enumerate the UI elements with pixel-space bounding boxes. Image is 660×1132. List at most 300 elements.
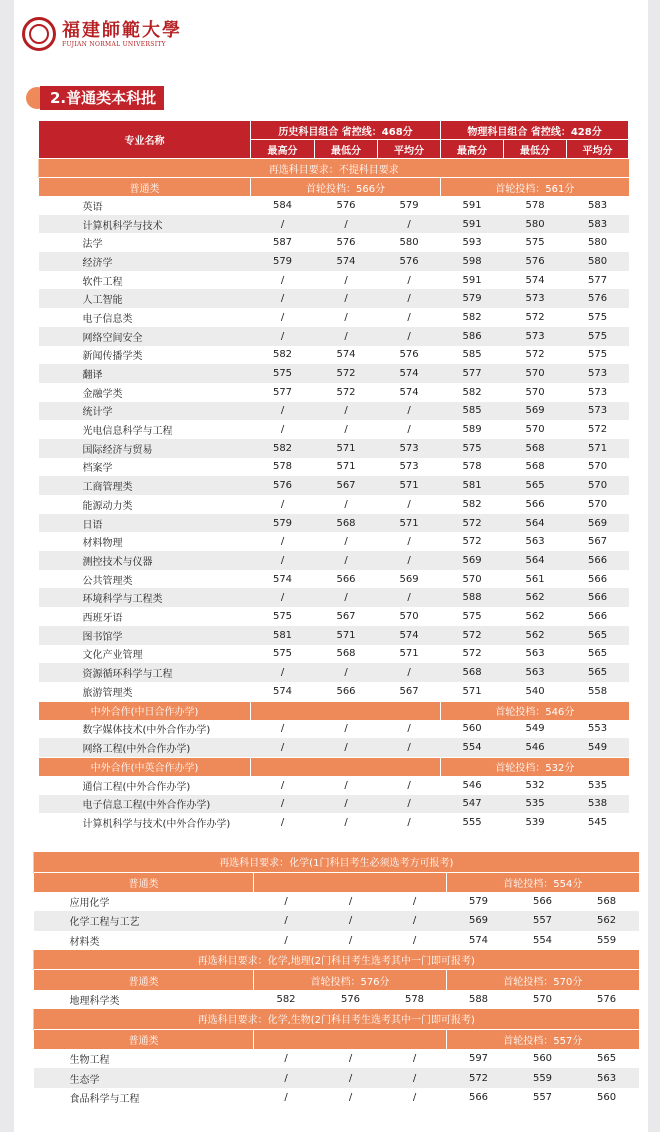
table-row bbox=[34, 990, 639, 1009]
history-min: 574 bbox=[315, 252, 378, 271]
physics-max: 577 bbox=[441, 364, 504, 383]
history-avg: / bbox=[378, 402, 441, 421]
category-label: 中外合作(中英合作办学) bbox=[39, 757, 251, 776]
physics-avg: 545 bbox=[588, 817, 608, 829]
physics-min: 563 bbox=[525, 536, 545, 548]
history-avg: 576 bbox=[378, 252, 441, 271]
history-avg: / bbox=[383, 911, 447, 930]
history-min: 567 bbox=[315, 476, 378, 495]
physics-max: 546 bbox=[462, 779, 482, 791]
physics-avg: 580 bbox=[567, 252, 629, 271]
physics-max: 581 bbox=[441, 476, 504, 495]
history-max: 575 bbox=[272, 648, 293, 660]
table-row bbox=[39, 289, 629, 308]
physics-avg: 576 bbox=[567, 289, 629, 308]
physics-max: 582 bbox=[462, 498, 482, 510]
table-header-row bbox=[39, 121, 629, 140]
major-name: 网络工程(中外合作办学) bbox=[39, 738, 251, 757]
university-logo bbox=[22, 14, 182, 54]
history-min: 571 bbox=[315, 439, 378, 458]
physics-max-header: 最高分 bbox=[441, 140, 504, 159]
history-avg: / bbox=[407, 817, 411, 829]
physics-max: 554 bbox=[441, 738, 504, 757]
physics-min-header: 最低分 bbox=[504, 140, 567, 159]
physics-avg: 565 bbox=[567, 626, 629, 645]
physics-avg: 566 bbox=[588, 610, 608, 622]
history-min: 568 bbox=[315, 514, 378, 533]
history-max: / bbox=[280, 536, 285, 548]
major-column-header: 专业名称 bbox=[39, 121, 251, 159]
history-max: / bbox=[251, 289, 315, 308]
table-row bbox=[39, 570, 629, 589]
category-row bbox=[39, 701, 629, 720]
major-name: 食品科学与工程 bbox=[69, 1093, 140, 1105]
physics-max: 586 bbox=[441, 327, 504, 346]
physics-max: 560 bbox=[462, 723, 482, 735]
physics-avg: 583 bbox=[567, 215, 629, 234]
history-min: / bbox=[315, 402, 378, 421]
major-name: 统计学 bbox=[39, 402, 251, 421]
history-min: / bbox=[344, 723, 348, 735]
history-min: / bbox=[344, 424, 348, 436]
history-min: / bbox=[344, 274, 348, 286]
physics-max: 569 bbox=[441, 551, 504, 570]
physics-max: 568 bbox=[441, 663, 504, 682]
physics-min: 560 bbox=[532, 1053, 553, 1065]
physics-max: 572 bbox=[462, 648, 482, 660]
history-avg: / bbox=[412, 934, 417, 946]
table-row bbox=[34, 931, 639, 950]
major-name: 工商管理类 bbox=[39, 476, 251, 495]
requirement-text: 再选科目要求：化学(1门科目考生必须选考方可报考) bbox=[34, 852, 639, 872]
physics-max: 570 bbox=[462, 573, 482, 585]
history-avg: / bbox=[378, 327, 441, 346]
history-cutoff-band bbox=[251, 757, 441, 776]
physics-min: 568 bbox=[525, 461, 545, 473]
table-row bbox=[39, 327, 629, 346]
history-max: / bbox=[254, 1068, 319, 1087]
major-name: 通信工程(中外合作办学) bbox=[82, 781, 191, 793]
history-max: / bbox=[251, 738, 315, 757]
history-min: / bbox=[315, 327, 378, 346]
table-row bbox=[34, 1088, 639, 1107]
major-name: 英语 bbox=[82, 201, 103, 213]
physics-avg: 571 bbox=[567, 439, 629, 458]
table-continuation-gap bbox=[33, 844, 638, 852]
history-min-header: 最低分 bbox=[315, 140, 378, 159]
category-label: 普通类 bbox=[39, 178, 251, 197]
physics-max: 575 bbox=[441, 439, 504, 458]
major-name: 网络空间安全 bbox=[39, 327, 251, 346]
physics-min: 572 bbox=[525, 311, 545, 323]
history-min: 572 bbox=[315, 364, 378, 383]
physics-min: 564 bbox=[504, 551, 567, 570]
physics-min: 535 bbox=[504, 795, 567, 814]
table-row bbox=[34, 1068, 639, 1087]
physics-max: 582 bbox=[462, 311, 482, 323]
major-name: 资源循环科学与工程 bbox=[39, 663, 251, 682]
table-row bbox=[39, 551, 629, 570]
table-row bbox=[34, 1049, 639, 1068]
history-avg: 576 bbox=[399, 349, 419, 361]
major-name: 新闻传播学类 bbox=[82, 351, 143, 363]
major-name: 数字媒体技术(中外合作办学) bbox=[82, 725, 211, 737]
history-min: / bbox=[315, 289, 378, 308]
history-avg: 574 bbox=[399, 386, 419, 398]
physics-max: 591 bbox=[462, 274, 482, 286]
history-avg: / bbox=[378, 289, 441, 308]
physics-min: 570 bbox=[525, 386, 545, 398]
physics-min: 573 bbox=[504, 327, 567, 346]
physics-cutoff-band: 首轮投档：561分 bbox=[441, 178, 629, 197]
university-seal-icon bbox=[22, 17, 56, 51]
history-min: / bbox=[344, 779, 348, 791]
history-max: 575 bbox=[272, 610, 293, 622]
major-name: 人工智能 bbox=[39, 289, 251, 308]
physics-min: 557 bbox=[511, 911, 575, 930]
history-min: 567 bbox=[336, 610, 356, 622]
physics-avg: 566 bbox=[567, 551, 629, 570]
physics-max: 579 bbox=[441, 289, 504, 308]
history-min: / bbox=[315, 795, 378, 814]
physics-cutoff-band: 首轮投档：532分 bbox=[441, 757, 629, 776]
history-min: 571 bbox=[336, 461, 356, 473]
history-max: / bbox=[280, 779, 285, 791]
requirement-band bbox=[39, 159, 629, 178]
history-max: 574 bbox=[272, 573, 293, 585]
history-min: 566 bbox=[336, 573, 356, 585]
physics-avg: 580 bbox=[588, 237, 608, 249]
history-min: 574 bbox=[336, 349, 356, 361]
physics-max: 579 bbox=[468, 896, 489, 908]
physics-avg: 570 bbox=[567, 476, 629, 495]
history-min: / bbox=[344, 536, 348, 548]
history-max: 579 bbox=[251, 252, 315, 271]
physics-avg: 576 bbox=[596, 994, 617, 1006]
history-avg: / bbox=[412, 896, 417, 908]
history-avg: / bbox=[407, 424, 411, 436]
physics-min: 554 bbox=[532, 934, 553, 946]
history-min: / bbox=[315, 551, 378, 570]
history-max: / bbox=[251, 588, 315, 607]
physics-avg: 570 bbox=[588, 498, 608, 510]
history-avg: / bbox=[378, 795, 441, 814]
physics-min: 562 bbox=[504, 588, 567, 607]
physics-avg: 566 bbox=[567, 588, 629, 607]
physics-avg: 562 bbox=[575, 911, 639, 930]
physics-min: 549 bbox=[525, 723, 545, 735]
history-avg: / bbox=[407, 498, 411, 510]
history-max: 576 bbox=[251, 476, 315, 495]
history-max: 574 bbox=[272, 685, 293, 697]
physics-avg-header: 平均分 bbox=[567, 140, 629, 159]
major-name: 法学 bbox=[82, 239, 103, 251]
physics-avg: 567 bbox=[588, 536, 608, 548]
history-max: / bbox=[280, 274, 285, 286]
category-row bbox=[39, 757, 629, 776]
history-avg: / bbox=[378, 588, 441, 607]
physics-max: 572 bbox=[441, 514, 504, 533]
history-avg: 574 bbox=[378, 364, 441, 383]
history-min: / bbox=[344, 311, 348, 323]
table-row bbox=[39, 439, 629, 458]
history-max: 575 bbox=[251, 364, 315, 383]
physics-min: 570 bbox=[525, 424, 545, 436]
score-table-main bbox=[38, 120, 629, 832]
physics-avg: 573 bbox=[567, 364, 629, 383]
history-max: / bbox=[280, 817, 285, 829]
physics-avg: 569 bbox=[567, 514, 629, 533]
history-avg: 567 bbox=[399, 685, 419, 697]
history-max: 584 bbox=[272, 199, 293, 211]
physics-min: 572 bbox=[525, 349, 545, 361]
physics-avg: 549 bbox=[567, 738, 629, 757]
physics-min: 578 bbox=[525, 199, 545, 211]
history-min: / bbox=[315, 588, 378, 607]
history-min: / bbox=[315, 738, 378, 757]
requirement-band bbox=[34, 1009, 639, 1029]
requirement-text: 再选科目要求：化学,地理(2门科目考生选考其中一门即可报考) bbox=[34, 950, 639, 970]
history-avg: / bbox=[407, 311, 411, 323]
history-min: / bbox=[348, 896, 353, 908]
category-row bbox=[39, 178, 629, 197]
category-row bbox=[34, 1029, 639, 1049]
major-name: 西班牙语 bbox=[82, 612, 123, 624]
history-avg: / bbox=[407, 536, 411, 548]
physics-max: 574 bbox=[468, 934, 489, 946]
major-name: 测控技术与仪器 bbox=[39, 551, 251, 570]
section-title: 2.普通类本科批 bbox=[40, 86, 164, 110]
history-min: / bbox=[344, 817, 348, 829]
category-row bbox=[34, 970, 639, 990]
history-max: / bbox=[251, 795, 315, 814]
physics-avg: 575 bbox=[588, 349, 608, 361]
major-name: 环境科学与工程类 bbox=[39, 588, 251, 607]
history-max: / bbox=[284, 934, 288, 946]
physics-min: 559 bbox=[511, 1068, 575, 1087]
physics-avg: 570 bbox=[588, 461, 608, 473]
history-avg: / bbox=[407, 274, 411, 286]
history-avg: / bbox=[378, 738, 441, 757]
physics-avg: 577 bbox=[588, 274, 608, 286]
major-name: 应用化学 bbox=[69, 898, 110, 910]
requirement-text: 再选科目要求：化学,生物(2门科目考生选考其中一门即可报考) bbox=[34, 1009, 639, 1029]
table-row bbox=[39, 795, 629, 814]
history-max: / bbox=[284, 1091, 288, 1103]
major-name: 金融学类 bbox=[82, 388, 123, 400]
physics-avg: 565 bbox=[596, 1053, 617, 1065]
physics-max: 582 bbox=[462, 386, 482, 398]
physics-min: 562 bbox=[525, 610, 545, 622]
table-row bbox=[39, 607, 629, 626]
table-row bbox=[39, 196, 629, 215]
physics-cutoff-band: 首轮投档：546分 bbox=[441, 701, 629, 720]
history-avg: / bbox=[412, 1053, 417, 1065]
physics-min: 564 bbox=[504, 514, 567, 533]
major-name: 经济学 bbox=[39, 252, 251, 271]
history-max: / bbox=[254, 911, 319, 930]
history-min: / bbox=[348, 934, 353, 946]
history-max-header: 最高分 bbox=[251, 140, 315, 159]
physics-min: 570 bbox=[504, 364, 567, 383]
table-row bbox=[34, 892, 639, 911]
major-name: 国际经济与贸易 bbox=[39, 439, 251, 458]
history-max: 582 bbox=[276, 994, 296, 1006]
physics-avg: 566 bbox=[588, 573, 608, 585]
physics-cutoff-band: 首轮投档：554分 bbox=[447, 872, 639, 892]
major-name: 地理科学类 bbox=[69, 996, 120, 1008]
history-avg-header: 平均分 bbox=[378, 140, 441, 159]
major-name: 光电信息科学与工程 bbox=[82, 426, 173, 438]
history-avg: / bbox=[378, 663, 441, 682]
physics-avg: 559 bbox=[596, 934, 617, 946]
table-row bbox=[34, 911, 639, 930]
physics-min: 540 bbox=[525, 685, 545, 697]
physics-max: 593 bbox=[462, 237, 482, 249]
history-avg: / bbox=[407, 723, 411, 735]
history-max: / bbox=[251, 551, 315, 570]
history-avg: 573 bbox=[378, 439, 441, 458]
physics-avg: 538 bbox=[567, 795, 629, 814]
history-max: / bbox=[280, 424, 285, 436]
history-avg: / bbox=[407, 779, 411, 791]
physics-min: 576 bbox=[504, 252, 567, 271]
history-cutoff-band bbox=[251, 701, 441, 720]
history-min: 568 bbox=[336, 648, 356, 660]
physics-max: 585 bbox=[462, 349, 482, 361]
table-row bbox=[39, 813, 629, 832]
physics-group-header: 物理科目组合 省控线：428分 bbox=[441, 121, 629, 140]
physics-avg: 573 bbox=[588, 386, 608, 398]
physics-max: 589 bbox=[462, 424, 482, 436]
major-name: 日语 bbox=[39, 514, 251, 533]
history-min: / bbox=[319, 1068, 383, 1087]
table-row bbox=[39, 532, 629, 551]
history-min: 566 bbox=[336, 685, 356, 697]
score-table-continued bbox=[33, 852, 639, 1107]
physics-max: 575 bbox=[462, 610, 482, 622]
physics-min: 562 bbox=[504, 626, 567, 645]
major-name: 软件工程 bbox=[82, 276, 123, 288]
history-avg: / bbox=[412, 1091, 417, 1103]
physics-avg: 558 bbox=[588, 685, 608, 697]
history-max: 587 bbox=[272, 237, 293, 249]
history-min: 576 bbox=[336, 199, 356, 211]
physics-max: 547 bbox=[441, 795, 504, 814]
table-row bbox=[39, 588, 629, 607]
history-group-header: 历史科目组合 省控线：468分 bbox=[251, 121, 441, 140]
physics-avg: 583 bbox=[588, 199, 608, 211]
physics-min: 565 bbox=[504, 476, 567, 495]
major-name: 材料类 bbox=[69, 936, 100, 948]
history-min: 572 bbox=[336, 386, 356, 398]
category-label: 普通类 bbox=[34, 1029, 254, 1049]
physics-min: 563 bbox=[504, 663, 567, 682]
physics-max: 566 bbox=[468, 1091, 489, 1103]
history-avg: 573 bbox=[399, 461, 419, 473]
physics-min: 568 bbox=[504, 439, 567, 458]
history-max: / bbox=[280, 311, 285, 323]
history-max: / bbox=[284, 1053, 288, 1065]
physics-min: 563 bbox=[525, 648, 545, 660]
history-min: 576 bbox=[340, 994, 361, 1006]
table-row bbox=[39, 364, 629, 383]
table-row bbox=[39, 514, 629, 533]
physics-max: 572 bbox=[447, 1068, 511, 1087]
history-avg: / bbox=[378, 215, 441, 234]
requirement-band bbox=[34, 852, 639, 872]
history-max: 579 bbox=[251, 514, 315, 533]
history-min: / bbox=[348, 1053, 353, 1065]
physics-min: 569 bbox=[504, 402, 567, 421]
physics-avg: 563 bbox=[575, 1068, 639, 1087]
history-avg: 571 bbox=[378, 476, 441, 495]
history-max: / bbox=[251, 327, 315, 346]
physics-min: 566 bbox=[532, 896, 553, 908]
table-row bbox=[39, 402, 629, 421]
major-name: 图书馆学 bbox=[39, 626, 251, 645]
history-avg: 580 bbox=[399, 237, 419, 249]
major-name: 电子信息工程(中外合作办学) bbox=[39, 795, 251, 814]
major-name: 旅游管理类 bbox=[82, 687, 133, 699]
table-row bbox=[39, 308, 629, 327]
history-max: / bbox=[251, 663, 315, 682]
table-row bbox=[39, 495, 629, 514]
physics-max: 572 bbox=[462, 536, 482, 548]
physics-avg: 553 bbox=[588, 723, 608, 735]
table-row bbox=[39, 233, 629, 252]
history-max: / bbox=[280, 498, 285, 510]
history-min: / bbox=[319, 911, 383, 930]
physics-max: 569 bbox=[447, 911, 511, 930]
table-row bbox=[39, 776, 629, 795]
history-avg: 579 bbox=[399, 199, 419, 211]
table-row bbox=[39, 626, 629, 645]
major-name: 文化产业管理 bbox=[82, 650, 143, 662]
history-max: / bbox=[280, 723, 285, 735]
table-row bbox=[39, 215, 629, 234]
requirement-text: 再选科目要求：不提科目要求 bbox=[39, 159, 629, 178]
history-max: / bbox=[251, 215, 315, 234]
history-min: / bbox=[315, 663, 378, 682]
history-avg: 570 bbox=[399, 610, 419, 622]
table-row bbox=[39, 738, 629, 757]
major-name: 计算机科学与技术 bbox=[39, 215, 251, 234]
physics-min: 575 bbox=[525, 237, 545, 249]
physics-max: 588 bbox=[441, 588, 504, 607]
history-min: / bbox=[315, 215, 378, 234]
history-max: 582 bbox=[272, 349, 293, 361]
history-avg: 569 bbox=[399, 573, 419, 585]
history-min: / bbox=[348, 1091, 353, 1103]
table-row bbox=[39, 420, 629, 439]
requirement-band bbox=[34, 950, 639, 970]
physics-max: 571 bbox=[462, 685, 482, 697]
history-avg: 571 bbox=[399, 648, 419, 660]
physics-avg: 575 bbox=[588, 311, 608, 323]
physics-cutoff-band: 首轮投档：557分 bbox=[447, 1029, 639, 1049]
physics-avg: 575 bbox=[567, 327, 629, 346]
physics-min: 580 bbox=[504, 215, 567, 234]
table-row bbox=[39, 645, 629, 664]
history-avg: 571 bbox=[378, 514, 441, 533]
history-max: 578 bbox=[272, 461, 293, 473]
physics-min: 573 bbox=[504, 289, 567, 308]
physics-avg: 565 bbox=[588, 648, 608, 660]
physics-avg: 560 bbox=[596, 1091, 617, 1103]
physics-max: 578 bbox=[462, 461, 482, 473]
physics-min: 566 bbox=[525, 498, 545, 510]
